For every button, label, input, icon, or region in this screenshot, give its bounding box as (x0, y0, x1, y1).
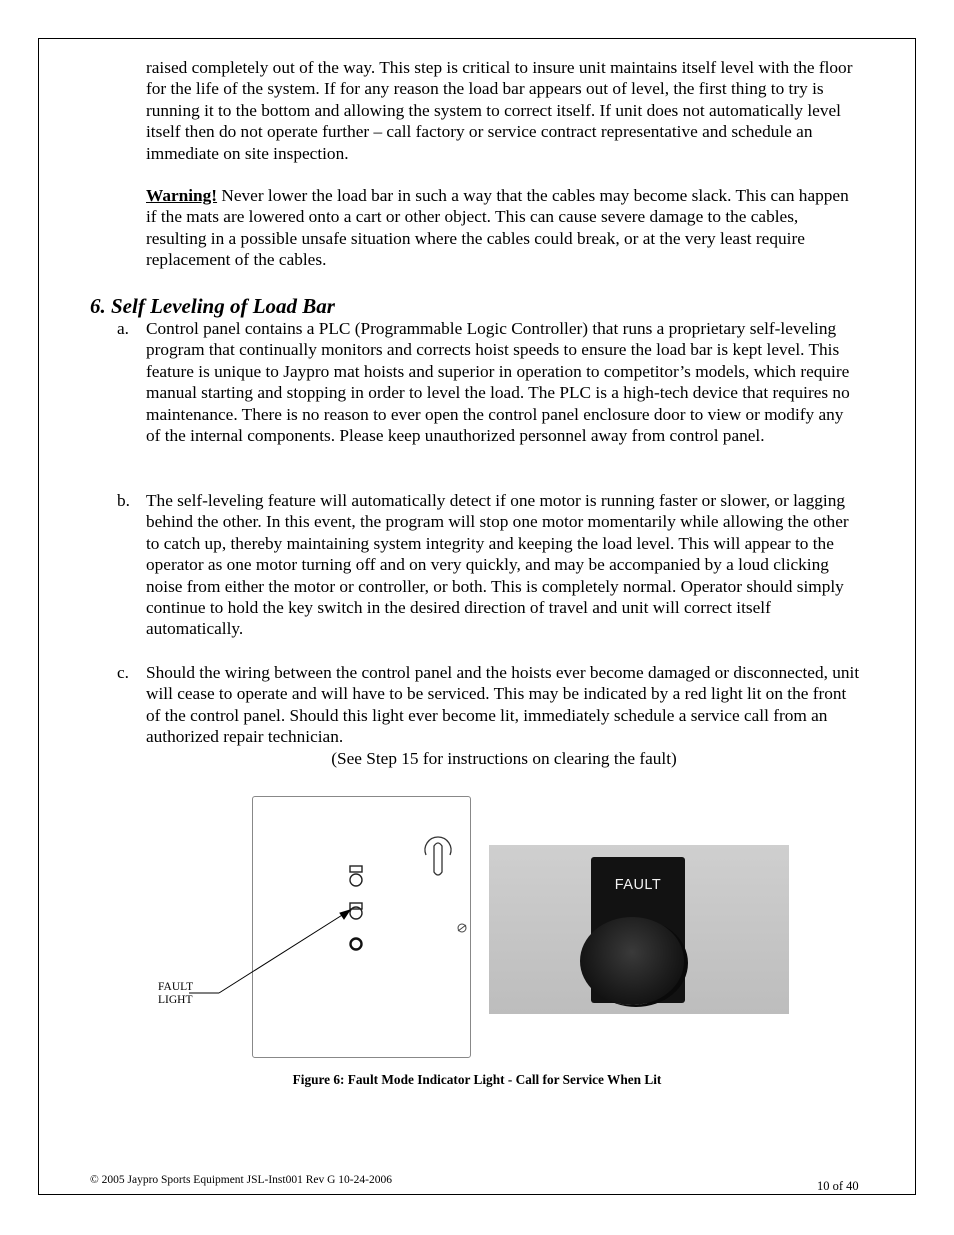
key-switch-icon (425, 837, 451, 875)
intro-paragraph: raised completely out of the way. This step is critical to insure unit maintains itself level with the floor for the life of the system. If for any reason the load bar appears out of level, the first thing to try is running it to the bottom and allowing the system to correct itself. If unit does not automatically level itself then do not operate further – call factory or service contract representative and schedule an immediate on site inspection. (146, 58, 853, 163)
figure-caption: Figure 6: Fault Mode Indicator Light - Call for Service When Lit (292, 1072, 662, 1087)
fault-button-photo (489, 845, 789, 1014)
fault-clear-note: (See Step 15 for instructions on clearing the fault) (331, 749, 677, 768)
indicator-light-bottom (351, 939, 362, 950)
warning-label: Warning! (146, 186, 218, 205)
list-item-b: The self-leveling feature will automatically detect if one motor is running faster or slower, or lagging behind the other. In this event, the program will stop one motor momentarily while allowing the other to catch up, thereby maintaining system integrity and keeping the load level. This will appear to the operator as one motor turning off and on very quickly, and may be accompanied by a loud clicking noise from either the motor or controller, or both. This is completely normal. Operator should simply continue to hold the key switch in the desired direction of travel and unit will correct itself automatically. (146, 491, 849, 639)
footer-copyright: © 2005 Jaypro Sports Equipment JSL-Inst001 Rev G 10-24-2006 (90, 1174, 392, 1186)
section-heading: 6. Self Leveling of Load Bar (90, 294, 335, 318)
list-letter-a: a. (117, 319, 129, 338)
warning-text: Never lower the load bar in such a way that the cables may become slack. This can happen if the mats are lowered onto a cart or other object. This can cause severe damage to the cables, resulting in a possible unsafe situation where the cables could break, or at the very least require replacement of the cables. (146, 186, 849, 270)
list-letter-b: b. (117, 491, 130, 510)
list-item-a: Control panel contains a PLC (Programmable Logic Controller) that runs a proprietary self-leveling program that continually monitors and corrects hoist speeds to ensure the load bar is kept level. This feature is unique to Jaypro mat hoists and superior in operation to competitor’s models, which require manual starting and stopping in order to level the load. The PLC is a high-tech device that requires no maintenance. There is no reason to ever open the control panel enclosure door to view or modify any of the internal components. Please keep unauthorized personnel away from control panel. (146, 319, 850, 446)
fault-callout-leader (189, 910, 350, 993)
fault-light-callout (158, 981, 193, 1007)
indicator-light-top (350, 866, 362, 886)
callout-line-1: FAULT (158, 981, 194, 993)
fault-plate-label: FAULT (614, 877, 662, 893)
list-item-c: Should the wiring between the control panel and the hoists ever become damaged or disconnected, unit will cease to operate and will have to be serviced. This may be indicated by a red light lit on the front of the control panel. Should this light ever become lit, immediately schedule a service call from an authorized repair technician. (146, 663, 860, 747)
callout-line-2: LIGHT (158, 994, 193, 1006)
fault-indicator-light (350, 903, 362, 919)
fault-pushbutton (580, 917, 684, 1005)
door-latch-icon (458, 924, 466, 932)
footer-page-number: 10 of 40 (817, 1179, 859, 1193)
list-letter-c: c. (117, 663, 129, 682)
